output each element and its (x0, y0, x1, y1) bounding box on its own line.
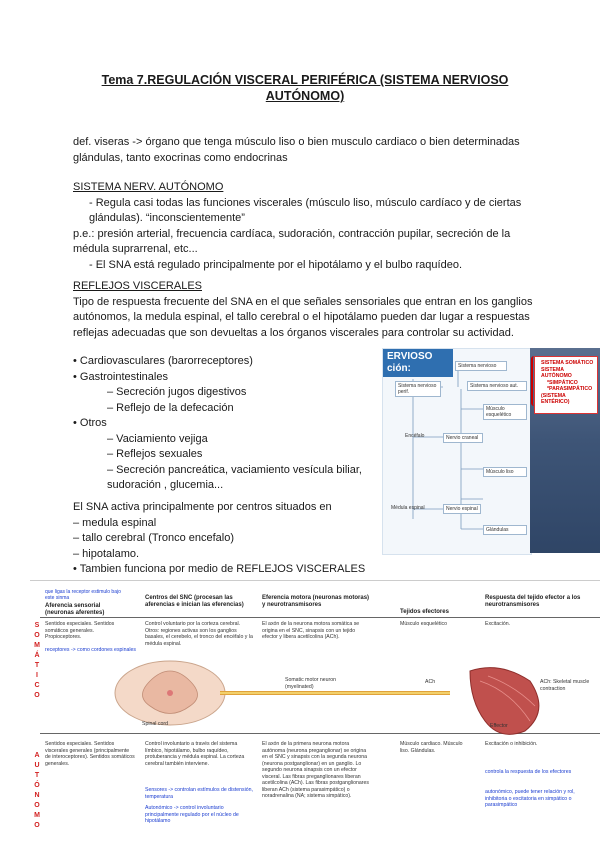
list-item: – hipotalamo. (73, 547, 140, 560)
summary-card (534, 356, 598, 414)
side-summary-panel (530, 348, 600, 553)
list-item: – Secreción pancreática, vaciamiento vesícula biliar, (107, 463, 362, 476)
letter: T (34, 662, 40, 669)
table-cell: Músculo cardiaco. Músculo liso. Glándulas. (400, 741, 463, 754)
table-note: Autonómico -> control involuntario principalmente regulado por el núcleo de hipotálamo (145, 805, 239, 824)
table-note: Sensores -> controlan estímulos de distensión, temperatura (145, 787, 253, 800)
definition-paragraph: def. viseras -> órgano que tenga músculo liso o bien musculo cardiaco o bien determinadas glándulas, tanto exocrinas como endocrinas (73, 136, 520, 164)
table-cell: Sentidos especiales. Sentidos viscerales generales (principalmente de interoceptores). Sentidos somáticos generales. (45, 741, 135, 767)
list-item: • Gastrointestinales (73, 370, 168, 383)
letter: O (34, 632, 40, 639)
table-cell: Control voluntario por la corteza cerebral. Otros: regiones activas son los ganglios basales, el cerebelo, el tronco del encéfalo y la médula espinal. (145, 621, 253, 647)
diagram-box: Glándulas (483, 525, 527, 535)
table-note: que ligas la receptor estimulo bajo este sinma (45, 589, 121, 601)
page-title: Tema 7.REGULACIÓN VISCERAL PERIFÉRICA (SISTEMA NERVIOSO AUTÓNOMO) (101, 73, 509, 103)
sna-item-2: - El SNA está regulado principalmente por el hipotálamo y el bulbo raquídeo. (89, 258, 463, 271)
comparison-table (30, 580, 600, 849)
reflejos-section (73, 279, 533, 341)
letter: M (34, 642, 40, 649)
letter: O (34, 822, 40, 829)
neuron-label: ACh (425, 679, 436, 685)
diagram-box: Sistema nervioso aut. (467, 381, 527, 391)
sna-item-1: - Regula casi todas las funciones viscerales (músculo liso, músculo cardíaco y de ciertas glándulas). “inconscientemente” (89, 196, 522, 224)
letter: T (34, 772, 40, 779)
summary-line: SISTEMA AUTÓNOMO (541, 366, 572, 379)
divider (40, 617, 600, 618)
letter: N (34, 792, 40, 799)
summary-line: SISTEMA SOMÁTICO (541, 360, 594, 366)
table-note: autonómico, puede tener relación y rol, inhibitoria o excitatoria en simpático o parasimpático (485, 789, 575, 808)
list-item: – Reflejos sexuales (107, 448, 203, 460)
column-header: Aferencia sensorial (neuronas aferentes) (45, 603, 105, 616)
letter: U (34, 762, 40, 769)
diagram-label: Encéfalo (405, 433, 425, 439)
summary-line: (SISTEMA ENTÉRICO) (541, 392, 570, 405)
letter: O (34, 802, 40, 809)
summary-line: *PARASIMPÁTICO (547, 386, 593, 392)
table-cell: Músculo esquelético (400, 621, 448, 627)
neuron-label: Somatic motor neuron (myelinated) (285, 677, 337, 690)
table-cell: El axón de la primera neurona motora autónoma (neurona preganglionar) se origina en el SNC y sinapsis con la segunda neurona (neurona postganglionar) en un ganglio. Lo segundo neurona sinapsis con un efector visceral. Las fibras preganglionares liberan acetilcolina (ACh). Las fibras postganglionares liberan ACh (sistema parasimpático) o noradrenalina (NA; sistema simpático). (262, 741, 369, 799)
list-item: • Cardiovasculares (barorreceptores) (73, 355, 253, 367)
sna-section (73, 180, 533, 273)
table-cell: Sentidos especiales. Sentidos somáticos generales. Propioceptores. (45, 621, 115, 640)
letter: Ó (34, 782, 40, 789)
centros-section (73, 500, 383, 578)
table-cell: El axón de la neurona motora somática se origina en el SNC, sinapsis con un tejido efector y libera acetilcolina (ACh). (262, 621, 360, 640)
neuron-label: Spinal cord (142, 721, 168, 727)
summary-line: *SIMPÁTICO (547, 379, 578, 386)
sna-heading: SISTEMA NERV. AUTÓNOMO (73, 181, 224, 193)
column-header: Respuesta del tejido efector a los neurotransmisores (485, 595, 581, 608)
list-item: • Tambien funciona por medio de REFLEJOS VISCERALES (73, 563, 366, 575)
column-header: Centros del SNC (procesan las aferencias e inician las eferencias) (145, 595, 244, 608)
sna-example: p.e.: presión arterial, frecuencia cardíaca, sudoración, contracción pupilar, secreción de la médula suprarrenal, etc... (73, 227, 511, 255)
table-cell: Excitación. (485, 621, 511, 627)
list-item: – Vaciamiento vejiga (107, 432, 208, 445)
letter: Á (34, 652, 40, 659)
list-item: • Otros (73, 417, 107, 429)
diagram-box: Músculo esquelético (483, 404, 527, 420)
neuron-label: ACh: Skeletal muscle contraction (540, 679, 590, 692)
nervous-system-diagram (382, 348, 532, 555)
letter: A (34, 752, 40, 759)
letter: S (34, 622, 40, 629)
letter: O (34, 692, 40, 699)
centros-intro: El SNA activa principalmente por centros situados en (73, 501, 332, 513)
list-item: – Reflejo de la defecación (107, 401, 234, 414)
list-item: sudoración , glucemia... (107, 479, 224, 491)
diagram-box: Nervio craneal (443, 433, 483, 443)
diagram-header: ERVIOSO ción: (383, 349, 453, 377)
diagram-box: Nervio espinal (443, 504, 481, 514)
neuron-label: Effector (490, 723, 508, 729)
diagram-connectors (383, 349, 531, 554)
letter: C (34, 682, 40, 689)
table-note: receptores -> como cordones espinales (45, 647, 136, 653)
letter: I (36, 672, 38, 679)
list-item: – medula espinal (73, 516, 157, 529)
column-header: Eferencia motora (neuronas motoras) y neurotransmisores (262, 595, 370, 608)
diagram-label: Médula espinal (391, 505, 425, 511)
diagram-box: Sistema nervioso perif. (395, 381, 441, 397)
column-header: Tejidos efectores (400, 609, 449, 615)
diagram-box: Sistema nervioso (455, 361, 507, 371)
autonomo-label (32, 751, 42, 831)
diagram-box: Músculo liso (483, 467, 527, 477)
reflejos-paragraph: Tipo de respuesta frecuente del SNA en el que señales sensoriales que entran en los ganglios autónomos, la medula espinal, el tallo cerebral o el hipotálamo pueden dar lugar a respuestas reflejas adecuadas que son devueltas a los órganos viscerales para controlar su actividad. (73, 295, 533, 339)
list-item: – Secreción jugos digestivos (107, 386, 247, 398)
reflejos-heading: REFLEJOS VISCERALES (73, 280, 202, 292)
letter: M (34, 812, 40, 819)
table-note: controla la respuesta de los efectores (485, 769, 572, 775)
table-cell: Excitación o inhibición. (485, 741, 538, 747)
table-cell: Control involuntario a través del sistema límbico, hipotálamo, bulbo raquídeo, protuberancia y médula espinal. La corteza cerebral también interviene. (145, 741, 245, 767)
reflejos-list (73, 354, 373, 494)
list-item: – tallo cerebral (Tronco encefalo) (73, 532, 235, 544)
